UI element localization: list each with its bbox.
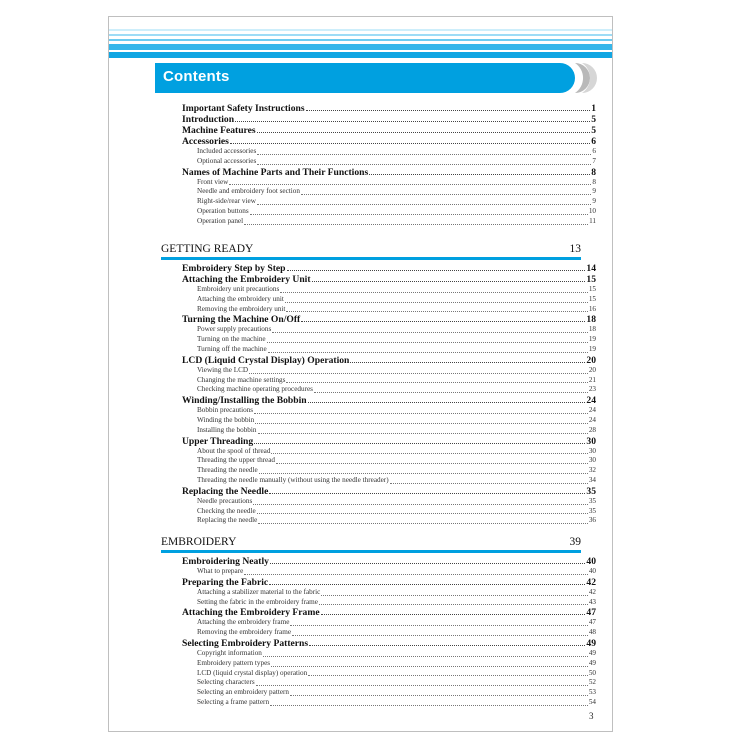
toc-subentry bbox=[182, 659, 596, 669]
dot-leader bbox=[254, 413, 588, 414]
toc-entry-page: 19 bbox=[588, 344, 596, 353]
toc-entry-page: 35 bbox=[588, 496, 596, 505]
toc-subentry bbox=[182, 507, 596, 517]
toc-entry bbox=[182, 274, 596, 285]
section-heading: GETTING READY bbox=[161, 243, 254, 255]
dot-leader bbox=[369, 174, 590, 175]
toc-entry-page: 30 bbox=[586, 435, 596, 447]
dot-leader bbox=[321, 595, 587, 596]
toc-entry-page: 9 bbox=[592, 197, 596, 206]
toc-entry-title: Winding/Installing the Bobbin bbox=[182, 395, 307, 407]
toc-entry bbox=[182, 114, 596, 125]
toc-entry-title: Upper Threading bbox=[182, 435, 254, 447]
dot-leader bbox=[306, 110, 591, 111]
dot-leader bbox=[244, 224, 588, 225]
toc-entry-page: 10 bbox=[588, 206, 596, 215]
dot-leader bbox=[254, 443, 585, 444]
dot-leader bbox=[263, 656, 588, 657]
toc-subentry bbox=[182, 197, 596, 207]
toc-entry-title: Optional accessories bbox=[197, 156, 257, 165]
toc-entry-title: Names of Machine Parts and Their Functions bbox=[182, 166, 369, 178]
toc-entry-title: Embroidery pattern types bbox=[197, 658, 271, 667]
toc-entry-title: Changing the machine settings bbox=[197, 375, 286, 384]
dot-leader bbox=[319, 604, 588, 605]
dot-leader bbox=[276, 463, 588, 464]
toc-subentry bbox=[182, 588, 596, 598]
toc-entry bbox=[182, 167, 596, 178]
toc-entry-page: 16 bbox=[588, 304, 596, 313]
dot-leader bbox=[244, 574, 588, 575]
toc-entry-page: 42 bbox=[588, 587, 596, 596]
toc-subentry bbox=[182, 157, 596, 167]
toc-entry-page: 50 bbox=[588, 668, 596, 677]
toc-entry-page: 52 bbox=[588, 678, 596, 687]
toc-entry-title: Attaching the Embroidery Frame bbox=[182, 607, 320, 619]
section-page: 39 bbox=[569, 536, 581, 548]
toc-entry-page: 14 bbox=[586, 263, 596, 274]
toc-entry-page: 53 bbox=[588, 688, 596, 697]
toc-entry-title: Machine Features bbox=[182, 125, 256, 136]
toc-entry-page: 7 bbox=[592, 156, 596, 165]
toc-entry bbox=[182, 436, 596, 447]
toc-entry-title: Viewing the LCD bbox=[197, 365, 249, 374]
dot-leader bbox=[230, 143, 590, 144]
toc-subentry bbox=[182, 516, 596, 526]
dot-leader bbox=[390, 483, 588, 484]
toc-subentry bbox=[182, 295, 596, 305]
toc-entry-page: 48 bbox=[588, 628, 596, 637]
toc-entry-title: Preparing the Fabric bbox=[182, 576, 269, 588]
toc-entry-page: 20 bbox=[588, 365, 596, 374]
toc-entry-page: 6 bbox=[592, 147, 596, 155]
dot-leader bbox=[280, 292, 588, 293]
toc-entry-page: 49 bbox=[588, 648, 596, 657]
toc-entry-title: Checking the needle bbox=[197, 506, 256, 515]
toc-entry-title: Turning the Machine On/Off bbox=[182, 314, 301, 326]
toc-subentry bbox=[182, 426, 596, 436]
toc-entry-title: About the spool of thread bbox=[197, 446, 271, 455]
dot-leader bbox=[270, 563, 585, 564]
dot-leader bbox=[321, 614, 586, 615]
toc-entry bbox=[182, 103, 596, 114]
dot-leader bbox=[308, 402, 586, 403]
section-page: 13 bbox=[569, 243, 581, 255]
toc-subentry bbox=[182, 376, 596, 386]
toc-entry-page: 24 bbox=[586, 395, 596, 407]
toc-subentry bbox=[182, 688, 596, 698]
toc-entry-page: 9 bbox=[592, 187, 596, 196]
toc-entry-page: 54 bbox=[588, 697, 596, 706]
toc-entry bbox=[182, 556, 596, 567]
toc-subentry bbox=[182, 217, 596, 227]
dot-leader bbox=[258, 523, 588, 524]
toc-entry-title: Selecting an embroidery pattern bbox=[197, 688, 290, 697]
dot-leader bbox=[257, 513, 588, 514]
toc-entry-page: 18 bbox=[588, 325, 596, 334]
toc-entry-page: 35 bbox=[588, 506, 596, 515]
toc-entry-page: 8 bbox=[592, 177, 596, 186]
toc-subentry bbox=[182, 345, 596, 355]
toc-entry-title: Included accessories bbox=[197, 147, 257, 155]
dot-leader bbox=[235, 121, 590, 122]
toc-entry-page: 47 bbox=[586, 607, 596, 619]
toc-entry-title: Attaching the Embroidery Unit bbox=[182, 274, 311, 285]
toc-entry-page: 11 bbox=[589, 216, 596, 225]
toc-entry-page: 28 bbox=[588, 425, 596, 434]
contents-banner bbox=[155, 63, 575, 93]
toc-entry bbox=[182, 638, 596, 649]
toc-entry-title: Replacing the needle bbox=[197, 516, 258, 525]
toc-subentry bbox=[182, 598, 596, 608]
toc-entry-title: Selecting characters bbox=[197, 678, 255, 687]
toc-entry-page: 24 bbox=[588, 415, 596, 424]
dot-leader bbox=[287, 270, 586, 271]
toc-entry-title: Threading the needle bbox=[197, 466, 258, 475]
toc-subentry bbox=[182, 476, 596, 486]
section-rule bbox=[161, 550, 581, 553]
dot-leader bbox=[268, 352, 588, 353]
toc-entry bbox=[182, 355, 596, 366]
toc-entry-page: 15 bbox=[588, 285, 596, 293]
toc-entry-title: Turning on the machine bbox=[197, 335, 266, 344]
dot-leader bbox=[314, 392, 588, 393]
toc-entry-title: What to prepare bbox=[197, 567, 244, 575]
dot-leader bbox=[255, 423, 588, 424]
section-heading: EMBROIDERY bbox=[161, 536, 237, 548]
toc-entry-page: 19 bbox=[588, 335, 596, 344]
toc-entry-title: Needle and embroidery foot section bbox=[197, 187, 300, 196]
toc-subentry bbox=[182, 698, 596, 708]
toc-entry-page: 35 bbox=[586, 485, 596, 497]
toc-entry bbox=[182, 577, 596, 588]
toc-subentry bbox=[182, 649, 596, 659]
dot-leader bbox=[258, 433, 588, 434]
dot-leader bbox=[309, 645, 585, 646]
dot-leader bbox=[286, 311, 587, 312]
dot-leader bbox=[257, 164, 591, 165]
toc-entry-title: Needle precautions bbox=[197, 496, 253, 505]
toc-entry-title: Threading the needle manually (without using the needle threader) bbox=[197, 475, 389, 484]
toc-entry-title: Copyright information bbox=[197, 648, 262, 657]
toc-entry-title: Selecting a frame pattern bbox=[197, 697, 270, 706]
dot-leader bbox=[229, 184, 591, 185]
toc-entry-page: 32 bbox=[588, 466, 596, 475]
dot-leader bbox=[290, 625, 587, 626]
toc-subentry bbox=[182, 147, 596, 157]
toc-entry-page: 15 bbox=[586, 274, 596, 285]
toc-entry-page: 20 bbox=[586, 354, 596, 366]
toc-subentry bbox=[182, 385, 596, 395]
toc-subentry bbox=[182, 567, 596, 577]
dot-leader bbox=[271, 453, 587, 454]
toc-subentry bbox=[182, 366, 596, 376]
page-title: Contents bbox=[163, 68, 230, 85]
toc-subentry bbox=[182, 456, 596, 466]
toc-entry-title: Replacing the Needle bbox=[182, 485, 269, 497]
toc-entry-title: Removing the embroidery unit bbox=[197, 304, 286, 313]
toc-subentry bbox=[182, 325, 596, 335]
toc-entry bbox=[182, 125, 596, 136]
toc-entry-page: 8 bbox=[591, 166, 596, 178]
toc-intro-list bbox=[182, 103, 596, 227]
toc-entry-title: Front view bbox=[197, 177, 229, 186]
toc-entry-title: Attaching the embroidery unit bbox=[197, 294, 284, 303]
toc-embroidery-list bbox=[182, 556, 596, 708]
toc-subentry bbox=[182, 285, 596, 295]
toc-subentry bbox=[182, 178, 596, 188]
dot-leader bbox=[256, 685, 588, 686]
toc-entry-page: 23 bbox=[588, 385, 596, 394]
toc-entry-title: Installing the bobbin bbox=[197, 425, 257, 434]
dot-leader bbox=[301, 321, 585, 322]
dot-leader bbox=[259, 473, 588, 474]
toc-subentry bbox=[182, 678, 596, 688]
toc-entry-title: Checking machine operating procedures bbox=[197, 385, 313, 394]
toc-entry-title: Operation buttons bbox=[197, 206, 249, 215]
dot-leader bbox=[253, 504, 588, 505]
toc-entry-page: 42 bbox=[586, 576, 596, 588]
toc-getting-ready-list bbox=[182, 263, 596, 526]
toc-entry-page: 30 bbox=[588, 446, 596, 455]
toc-entry-title: Right-side/rear view bbox=[197, 197, 256, 206]
toc-entry-page: 34 bbox=[588, 475, 596, 484]
dot-leader bbox=[249, 373, 588, 374]
toc-entry-page: 49 bbox=[588, 658, 596, 667]
toc-subentry bbox=[182, 335, 596, 345]
dot-leader bbox=[301, 194, 591, 195]
dot-leader bbox=[267, 342, 588, 343]
toc-entry-title: Embroidery Step by Step bbox=[182, 263, 286, 274]
toc-entry-title: Accessories bbox=[182, 136, 229, 147]
toc-entry-title: Selecting Embroidery Patterns bbox=[182, 637, 309, 649]
toc-subentry bbox=[182, 628, 596, 638]
toc-entry bbox=[182, 263, 596, 274]
dot-leader bbox=[312, 281, 586, 282]
toc-entry bbox=[182, 486, 596, 497]
dot-leader bbox=[308, 675, 588, 676]
toc-entry-page: 15 bbox=[588, 294, 596, 303]
toc-entry-title: Important Safety Instructions bbox=[182, 103, 305, 114]
toc-entry-page: 18 bbox=[586, 314, 596, 326]
toc-entry-title: Attaching a stabilizer material to the fabric bbox=[197, 587, 321, 596]
toc-entry-title: Removing the embroidery frame bbox=[197, 628, 292, 637]
toc-entry-page: 6 bbox=[591, 136, 596, 147]
toc-entry-title: Turning off the machine bbox=[197, 344, 267, 353]
toc-entry-page: 40 bbox=[586, 556, 596, 567]
header-stripes bbox=[109, 29, 612, 61]
toc-entry-title: Setting the fabric in the embroidery frame bbox=[197, 597, 318, 606]
dot-leader bbox=[290, 695, 588, 696]
toc-entry-title: Introduction bbox=[182, 114, 235, 125]
toc-entry-page: 5 bbox=[591, 125, 596, 136]
toc-subentry bbox=[182, 416, 596, 426]
manual-page bbox=[108, 16, 613, 732]
toc-entry-page: 5 bbox=[591, 114, 596, 125]
toc-entry-page: 43 bbox=[588, 597, 596, 606]
dot-leader bbox=[269, 584, 585, 585]
section-embroidery bbox=[161, 536, 581, 553]
toc-entry-title: Bobbin precautions bbox=[197, 406, 254, 415]
page-number: 3 bbox=[589, 711, 594, 721]
toc-entry bbox=[182, 136, 596, 147]
toc-subentry bbox=[182, 406, 596, 416]
dot-leader bbox=[250, 214, 588, 215]
dot-leader bbox=[271, 666, 588, 667]
dot-leader bbox=[257, 154, 591, 155]
crescent-icon bbox=[567, 62, 603, 94]
toc-entry-title: LCD (Liquid Crystal Display) Operation bbox=[182, 354, 350, 366]
toc-entry-page: 24 bbox=[588, 406, 596, 415]
toc-entry-title: LCD (liquid crystal display) operation bbox=[197, 668, 308, 677]
toc-subentry bbox=[182, 447, 596, 457]
toc-entry-title: Attaching the embroidery frame bbox=[197, 618, 290, 627]
dot-leader bbox=[350, 362, 585, 363]
toc-subentry bbox=[182, 305, 596, 315]
toc-subentry bbox=[182, 187, 596, 197]
dot-leader bbox=[292, 635, 588, 636]
toc-entry-title: Embroidery unit precautions bbox=[197, 285, 280, 293]
toc-subentry bbox=[182, 669, 596, 679]
toc-subentry bbox=[182, 618, 596, 628]
toc-subentry bbox=[182, 497, 596, 507]
dot-leader bbox=[269, 493, 585, 494]
toc-entry-title: Operation panel bbox=[197, 216, 244, 225]
toc-entry-title: Threading the upper thread bbox=[197, 456, 276, 465]
toc-entry-page: 49 bbox=[586, 637, 596, 649]
dot-leader bbox=[270, 705, 588, 706]
toc-entry-page: 21 bbox=[588, 375, 596, 384]
toc-entry-page: 40 bbox=[588, 567, 596, 575]
dot-leader bbox=[257, 132, 591, 133]
toc-entry-title: Winding the bobbin bbox=[197, 415, 255, 424]
toc-subentry bbox=[182, 466, 596, 476]
toc-entry bbox=[182, 314, 596, 325]
dot-leader bbox=[272, 332, 588, 333]
section-getting-ready bbox=[161, 243, 581, 260]
dot-leader bbox=[286, 382, 587, 383]
dot-leader bbox=[285, 302, 588, 303]
section-rule bbox=[161, 257, 581, 260]
toc-entry-page: 1 bbox=[591, 103, 596, 114]
toc-entry bbox=[182, 607, 596, 618]
toc-entry-title: Power supply precautions bbox=[197, 325, 272, 334]
toc-entry-page: 36 bbox=[588, 516, 596, 525]
toc-subentry bbox=[182, 207, 596, 217]
toc-entry-page: 47 bbox=[588, 618, 596, 627]
toc-entry-title: Embroidering Neatly bbox=[182, 556, 269, 567]
toc-entry-page: 30 bbox=[588, 456, 596, 465]
toc-entry bbox=[182, 395, 596, 406]
dot-leader bbox=[257, 204, 592, 205]
